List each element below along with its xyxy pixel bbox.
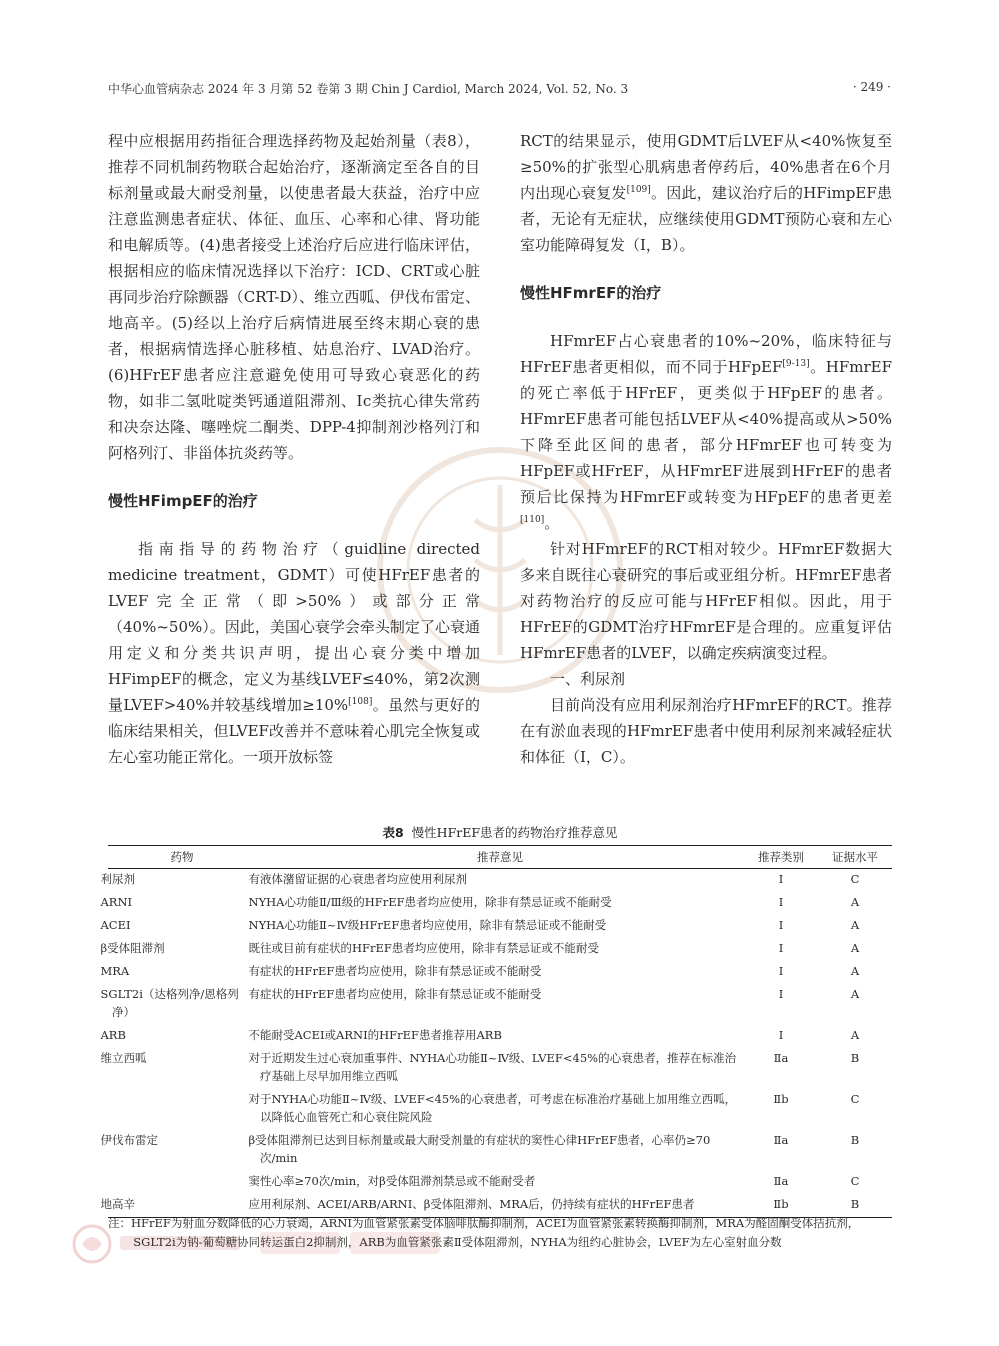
- cell-rec: 有症状的HFrEF患者均应使用，除非有禁忌证或不能耐受: [248, 964, 542, 978]
- cell-lvl: C: [850, 1174, 860, 1188]
- recommendation-table: [100, 845, 892, 1218]
- cell-rec: 有液体潴留证据的心衰患者均应使用利尿剂: [248, 872, 467, 886]
- cell-rec: 应用利尿剂、ACEI/ARB/ARNI、β受体阻滞剂、MRA后，仍持续有症状的HFrEF患者: [256, 1194, 744, 1218]
- cell-rec: 窦性心率≥70次/min，对β受体阻滞剂禁忌或不能耐受者: [248, 1174, 536, 1188]
- page-number: · 249 ·: [852, 80, 891, 94]
- cell-lvl: A: [850, 941, 860, 955]
- paragraph: RCT的结果显示，使用GDMT后LVEF从<40%恢复至≥50%的扩张型心肌病患者停药后，40%患者在6个月内出现心衰复发[109]。因此，建议治疗后的HFimpEF患者，无论有无症状，应继续使用GDMT预防心衰和左心室功能障碍复发（Ⅰ，B）。: [520, 132, 892, 254]
- table-row: [108, 961, 892, 984]
- table-row: [108, 1025, 892, 1048]
- cell-cls: Ⅱb: [744, 1194, 818, 1218]
- table-footnote: [108, 1214, 898, 1252]
- cell-lvl: A: [850, 1028, 860, 1042]
- citation-ref: [110]: [520, 515, 545, 525]
- cell-drug: ARB: [100, 1028, 126, 1042]
- table-row: [108, 1089, 892, 1130]
- left-column: [108, 128, 480, 770]
- table-row: [108, 869, 892, 893]
- cell-cls: Ⅰ: [778, 964, 784, 978]
- table-row: [108, 1048, 892, 1089]
- cell-cls: Ⅱa: [773, 1133, 789, 1147]
- cell-lvl: A: [850, 895, 860, 909]
- citation-ref: [108]: [348, 697, 373, 707]
- cell-lvl: B: [850, 1051, 860, 1065]
- col-header-drug: 药物: [108, 846, 256, 869]
- cell-cls: Ⅱb: [773, 1092, 789, 1106]
- cell-cls: Ⅰ: [778, 941, 784, 955]
- cell-lvl: B: [818, 1194, 892, 1218]
- cell-drug: SGLT2i（达格列净/恩格列净）: [100, 987, 239, 1019]
- col-header-level: 证据水平: [818, 846, 892, 869]
- cell-cls: Ⅰ: [778, 918, 784, 932]
- subheading-diuretics: 一、利尿剂: [550, 670, 626, 688]
- cell-rec: 既往或目前有症状的HFrEF患者均应使用，除非有禁忌证或不能耐受: [248, 941, 599, 955]
- cell-cls: Ⅱa: [773, 1174, 789, 1188]
- cell-drug: [108, 1171, 256, 1194]
- cell-cls: Ⅰ: [778, 987, 784, 1001]
- cell-cls: Ⅰ: [778, 895, 784, 909]
- table-header-row: [108, 846, 892, 869]
- right-column: [520, 128, 892, 770]
- cell-drug: [108, 1089, 256, 1130]
- cell-lvl: C: [850, 872, 860, 886]
- paragraph: 目前尚没有应用利尿剂治疗HFmrEF的RCT。推荐在有淤血表现的HFmrEF患者中使用利尿剂来减轻症状和体征（Ⅰ，C）。: [520, 696, 892, 766]
- citation-ref: [109]: [626, 185, 651, 195]
- cell-rec: 对于NYHA心功能Ⅱ~Ⅳ级、LVEF<45%的心衰患者，可考虑在标准治疗基础上加用维立西呱，以降低心血管死亡和心衰住院风险: [248, 1092, 737, 1124]
- paragraph: 指南指导的药物治疗（guidline directed medicine treatment，GDMT）可使HFrEF患者的LVEF完全正常（即>50%）或部分正常（40%~50%）。因此，美国心衰学会牵头制定了心衰通用定义和分类共识声明，提出心衰分类中增加HFimpEF的概念，定义为基线LVEF≤40%，第2次测量LVEF>40%并较基线增加≥10%[108]。虽然与更好的临床结果相关，但LVEF改善并不意味着心肌完全恢复或左心室功能正常化。一项开放标签: [108, 540, 480, 766]
- cell-rec: β受体阻滞剂已达到目标剂量或最大耐受剂量的有症状的窦性心律HFrEF患者，心率仍≥70次/min: [248, 1133, 711, 1165]
- paragraph: 针对HFmrEF的RCT相对较少。HFmrEF数据大多来自既往心衰研究的事后或亚组分析。HFmrEF患者对药物治疗的反应可能与HFrEF相似。因此，用于HFrEF的GDMT治疗HFmrEF是合理的。应重复评估HFmrEF患者的LVEF，以确定疾病演变过程。: [520, 540, 892, 662]
- cell-drug: ACEI: [100, 918, 131, 932]
- cell-drug: MRA: [100, 964, 130, 978]
- cell-cls: Ⅰ: [778, 1028, 784, 1042]
- cell-rec: 有症状的HFrEF患者均应使用，除非有禁忌证或不能耐受: [248, 987, 542, 1001]
- footnote-text: 注：HFrEF为射血分数降低的心力衰竭，ARNI为血管紧张素受体脑啡肽酶抑制剂，ACEI为血管紧张素转换酶抑制剂，MRA为醛固酮受体拮抗剂，SGLT2i为钠-葡萄糖协同转运蛋白2抑制剂，ARB为血管紧张素Ⅱ受体阻滞剂，NYHA为纽约心脏协会，LVEF为左心室射血分数: [108, 1216, 860, 1249]
- table-row: [108, 984, 892, 1025]
- citation-ref: [9-13]: [782, 359, 810, 369]
- cell-drug: β受体阻滞剂: [100, 941, 165, 955]
- cell-cls: Ⅰ: [778, 872, 784, 886]
- table-caption: [108, 823, 892, 841]
- cell-drug: 利尿剂: [100, 872, 135, 886]
- cell-lvl: A: [850, 918, 860, 932]
- cell-lvl: A: [850, 964, 860, 978]
- section-title-hfimpef: 慢性HFimpEF的治疗: [108, 492, 258, 510]
- cell-lvl: A: [850, 987, 860, 1001]
- cell-drug: 地高辛: [108, 1194, 256, 1218]
- cell-rec: NYHA心功能Ⅱ~Ⅳ级HFrEF患者均应使用，除非有禁忌证或不能耐受: [248, 918, 607, 932]
- table-row: [108, 915, 892, 938]
- section-title-hfmref: 慢性HFmrEF的治疗: [520, 284, 662, 302]
- col-header-class: 推荐类别: [744, 846, 818, 869]
- table-row: [108, 1130, 892, 1171]
- cell-lvl: C: [850, 1092, 860, 1106]
- cell-drug: 伊伐布雷定: [100, 1133, 158, 1147]
- cell-rec: 对于近期发生过心衰加重事件、NYHA心功能Ⅱ~Ⅳ级、LVEF<45%的心衰患者，推荐在标准治疗基础上尽早加用维立西呱: [248, 1051, 737, 1083]
- cell-rec: NYHA心功能Ⅱ/Ⅲ级的HFrEF患者均应使用，除非有禁忌证或不能耐受: [248, 895, 612, 909]
- table-row: [108, 938, 892, 961]
- cell-drug: ARNI: [100, 895, 133, 909]
- col-header-recommendation: 推荐意见: [256, 846, 744, 869]
- table-row: [108, 892, 892, 915]
- journal-citation: 中华心血管病杂志 2024 年 3 月第 52 卷第 3 期 Chin J Cardiol, March 2024, Vol. 52, No. 3: [108, 82, 629, 96]
- cell-cls: Ⅱa: [773, 1051, 789, 1065]
- cell-lvl: B: [850, 1133, 860, 1147]
- cell-drug: 维立西呱: [100, 1051, 147, 1065]
- table-row: [108, 1171, 892, 1194]
- paragraph: 程中应根据用药指征合理选择药物及起始剂量（表8），推荐不同机制药物联合起始治疗，逐渐滴定至各自的目标剂量或最大耐受剂量，以使患者最大获益，治疗中应注意监测患者症状、体征、血压、心率和心律、肾功能和电解质等。(4)患者接受上述治疗后应进行临床评估，根据相应的临床情况选择以下治疗：ICD、CRT或心脏再同步治疗除颤器（CRT-D）、维立西呱、伊伐布雷定、地高辛。(5)经以上治疗后病情进展至终末期心衰的患者，根据病情选择心脏移植、姑息治疗、LVAD治疗。(6)HFrEF患者应注意避免使用可导致心衰恶化的药物，如非二氢吡啶类钙通道阻滞剂、Ⅰc类抗心律失常药和决奈达隆、噻唑烷二酮类、DPP-4抑制剂沙格列汀和阿格列汀、非甾体抗炎药等。: [108, 132, 481, 462]
- paragraph: HFmrEF占心衰患者的10%~20%，临床特征与HFrEF患者更相似，而不同于HFpEF[9-13]。HFmrEF的死亡率低于HFrEF，更类似于HFpEF的患者。HFmrEF患者可能包括LVEF从<40%提高或从>50%下降至此区间的患者，部分HFmrEF也可转变为HFpEF或HFrEF，从HFmrEF进展到HFrEF的患者预后比保持为HFmrEF或转变为HFpEF的患者更差[110]。: [520, 332, 892, 532]
- cell-rec: 不能耐受ACEI或ARNI的HFrEF患者推荐用ARB: [248, 1028, 502, 1042]
- table-title: 慢性HFrEF患者的药物治疗推荐意见: [411, 825, 618, 840]
- running-header: [108, 80, 891, 102]
- table-label: 表8: [382, 825, 404, 840]
